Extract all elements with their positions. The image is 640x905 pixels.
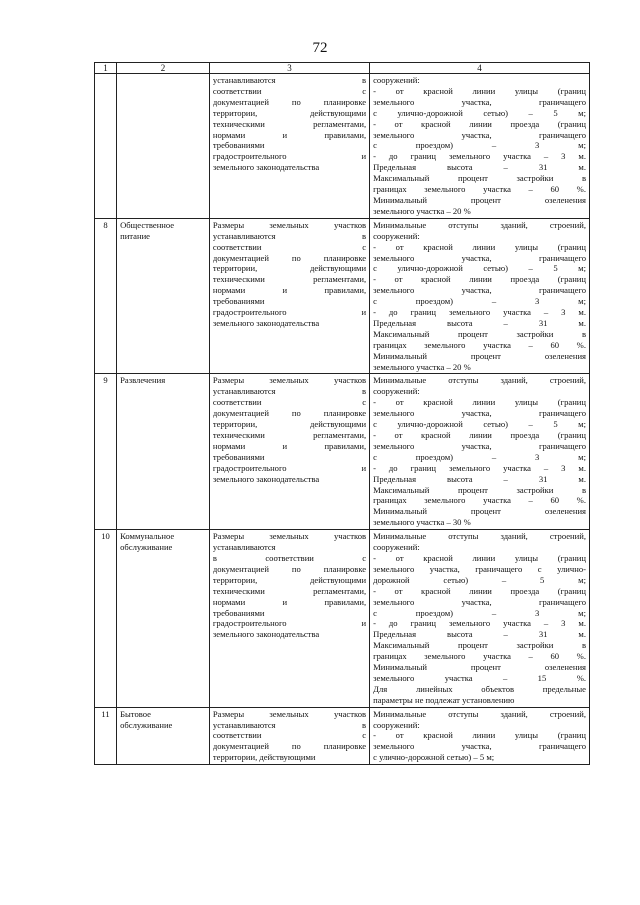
text-line: - от красной линии улицы (границ [373, 241, 586, 252]
text-line: нормами и правилами, [212, 129, 367, 140]
header-col-3: 3 [209, 63, 369, 74]
text-line: сооружений: [373, 230, 420, 241]
text-line: требованиями [212, 296, 265, 307]
text-line: градостроительного и [212, 307, 367, 318]
text-line: сооружений: [373, 542, 420, 553]
text-line: земельного участка, граничащего [373, 285, 586, 296]
text-line: - от красной линии проезда (границ [373, 585, 586, 596]
text-line: Максимальный процент застройки в [373, 173, 586, 184]
text-line: территории, действующими [212, 263, 367, 274]
building-parameters-cell [370, 74, 590, 219]
table-row [95, 530, 590, 708]
text-line: Минимальные отступы зданий, строений, [373, 708, 586, 719]
text-line: сооружений: [373, 75, 420, 85]
text-line: территории, действующими [212, 107, 367, 118]
text-line: документацией по планировке [212, 408, 367, 419]
text-line: Максимальный процент застройки в [373, 484, 586, 495]
zoning-table [94, 62, 590, 765]
use-type-name [117, 74, 210, 219]
text-line: земельного участка, граничащего [373, 440, 586, 451]
text-line: сооружений: [373, 719, 420, 730]
use-type-name-line: питание [120, 230, 150, 241]
text-line: требованиями [212, 451, 265, 462]
text-line: техническими регламентами, [212, 118, 367, 129]
text-line: - от красной линии улицы (границ [373, 730, 586, 741]
text-line: требованиями [212, 607, 265, 618]
text-line: с улично-дорожной сетью) – 5 м; [373, 752, 495, 763]
text-line: соответствии с [212, 241, 367, 252]
text-line: земельного законодательства [212, 162, 320, 173]
text-line: устанавливаются в [212, 75, 367, 85]
text-line: границах земельного участка – 60 %. [373, 495, 586, 506]
text-line: границах земельного участка – 60 %. [373, 184, 586, 195]
text-line: дорожной сетью) – 5 м; [373, 574, 586, 585]
use-type-name [117, 530, 210, 708]
use-type-name-line: Общественное [120, 219, 175, 230]
text-line: соответствии с [212, 85, 367, 96]
use-type-name [117, 707, 210, 765]
text-line: Максимальный процент застройки в [373, 640, 586, 651]
text-line: - до границ земельного участка – 3 м. [373, 462, 586, 473]
header-col-2: 2 [117, 63, 210, 74]
text-line: нормами и правилами, [212, 440, 367, 451]
text-line: территории, действующими [212, 574, 367, 585]
text-line: Минимальные отступы зданий, строений, [373, 219, 586, 230]
text-line: Предельная высота – 31 м. [373, 473, 586, 484]
text-line: Минимальный процент озеленения [373, 506, 586, 517]
text-line: - от красной линии проезда (границ [373, 118, 586, 129]
text-line: с улично-дорожной сетью) – 5 м; [373, 419, 586, 430]
text-line: территории, действующими [212, 752, 316, 763]
text-line: Предельная высота – 31 м. [373, 162, 586, 173]
text-line: Минимальные отступы зданий, строений, [373, 375, 586, 386]
text-line: устанавливаются в [212, 386, 367, 397]
text-line: - от красной линии улицы (границ [373, 85, 586, 96]
text-line: границах земельного участка – 60 %. [373, 651, 586, 662]
text-line: техническими регламентами, [212, 585, 367, 596]
text-line: Размеры земельных участков [212, 219, 367, 230]
text-line: границах земельного участка – 60 %. [373, 339, 586, 350]
use-type-name-line: Развлечения [120, 375, 166, 386]
use-type-name [117, 374, 210, 530]
text-line: Предельная высота – 31 м. [373, 317, 586, 328]
text-line: с улично-дорожной сетью) – 5 м; [373, 107, 586, 118]
text-line: Минимальные отступы зданий, строений, [373, 531, 586, 542]
header-col-4: 4 [370, 63, 590, 74]
land-plot-size-cell [209, 530, 369, 708]
text-line: земельного участка, граничащего [373, 96, 586, 107]
text-line: Для линейных объектов предельные [373, 683, 586, 694]
text-line: документацией по планировке [212, 252, 367, 263]
text-line: земельного участка, граничащего [373, 129, 586, 140]
text-line: с проездом) – 3 м; [373, 607, 586, 618]
text-line: требованиями [212, 140, 265, 151]
building-parameters-cell [370, 218, 590, 374]
text-line: - от красной линии проезда (границ [373, 430, 586, 440]
text-line: земельного участка, граничащего [373, 741, 586, 752]
land-plot-size-cell [209, 74, 369, 219]
page-number: 72 [312, 40, 328, 56]
text-line: Размеры земельных участков [212, 531, 367, 542]
text-line: градостроительного и [212, 462, 367, 473]
text-line: соответствии с [212, 730, 367, 741]
text-line: сооружений: [373, 386, 420, 397]
text-line: документацией по планировке [212, 563, 367, 574]
text-line: документацией по планировке [212, 96, 367, 107]
text-line: соответствии с [212, 397, 367, 408]
text-line: градостроительного и [212, 151, 367, 162]
text-line: Размеры земельных участков [212, 375, 367, 386]
text-line: - от красной линии улицы (границ [373, 552, 586, 563]
table-row [95, 374, 590, 530]
text-line: земельного законодательства [212, 629, 320, 640]
text-line: устанавливаются в [212, 230, 367, 241]
text-line: земельного участка – 20 % [373, 205, 471, 216]
text-line: нормами и правилами, [212, 285, 367, 296]
row-number: 10 [95, 530, 117, 708]
text-line: земельного участка, граничащего [373, 408, 586, 419]
text-line: - от красной линии проезда (границ [373, 274, 586, 285]
text-line: - до границ земельного участка – 3 м. [373, 618, 586, 629]
header-col-1: 1 [95, 63, 117, 74]
text-line: устанавливаются в [212, 719, 367, 730]
use-type-name-line: Бытовое [120, 708, 151, 719]
land-plot-size-cell [209, 707, 369, 765]
table-header-row [95, 63, 590, 74]
text-line: параметры не подлежат установлению [373, 694, 515, 705]
row-number: 9 [95, 374, 117, 530]
text-line: земельного участка, граничащего с улично- [373, 563, 586, 574]
table-row [95, 218, 590, 374]
land-plot-size-cell [209, 218, 369, 374]
use-type-name-line: обслуживание [120, 542, 173, 553]
text-line: Максимальный процент застройки в [373, 328, 586, 339]
text-line: с проездом) – 3 м; [373, 140, 586, 151]
text-line: техническими регламентами, [212, 430, 367, 440]
table-row [95, 74, 590, 219]
land-plot-size-cell [209, 374, 369, 530]
text-line: нормами и правилами, [212, 596, 367, 607]
row-number: 11 [95, 707, 117, 765]
text-line: земельного участка – 30 % [373, 517, 471, 528]
text-line: Размеры земельных участков [212, 708, 367, 719]
row-number: 8 [95, 218, 117, 374]
text-line: земельного законодательства [212, 473, 320, 484]
text-line: техническими регламентами, [212, 274, 367, 285]
building-parameters-cell [370, 530, 590, 708]
text-line: Минимальный процент озеленения [373, 350, 586, 361]
text-line: Минимальный процент озеленения [373, 662, 586, 673]
text-line: земельного участка, граничащего [373, 252, 586, 263]
text-line: с улично-дорожной сетью) – 5 м; [373, 263, 586, 274]
text-line: земельного участка – 20 % [373, 361, 471, 372]
table-row [95, 707, 590, 765]
text-line: земельного законодательства [212, 317, 320, 328]
building-parameters-cell [370, 374, 590, 530]
row-number [95, 74, 117, 219]
text-line: - до границ земельного участка – 3 м. [373, 307, 586, 318]
use-type-name-line: обслуживание [120, 719, 173, 730]
text-line: в соответствии с [212, 552, 367, 563]
text-line: земельного участка, граничащего [373, 596, 586, 607]
use-type-name [117, 218, 210, 374]
text-line: устанавливаются [212, 542, 276, 553]
text-line: - от красной линии улицы (границ [373, 397, 586, 408]
text-line: Минимальный процент озеленения [373, 194, 586, 205]
building-parameters-cell [370, 707, 590, 765]
use-type-name-line: Коммунальное [120, 531, 175, 542]
text-line: градостроительного и [212, 618, 367, 629]
text-line: территории, действующими [212, 419, 367, 430]
text-line: Предельная высота – 31 м. [373, 629, 586, 640]
text-line: с проездом) – 3 м; [373, 296, 586, 307]
text-line: - до границ земельного участка – 3 м. [373, 151, 586, 162]
text-line: земельного участка – 15 %. [373, 672, 586, 683]
text-line: с проездом) – 3 м; [373, 451, 586, 462]
text-line: документацией по планировке [212, 741, 367, 752]
